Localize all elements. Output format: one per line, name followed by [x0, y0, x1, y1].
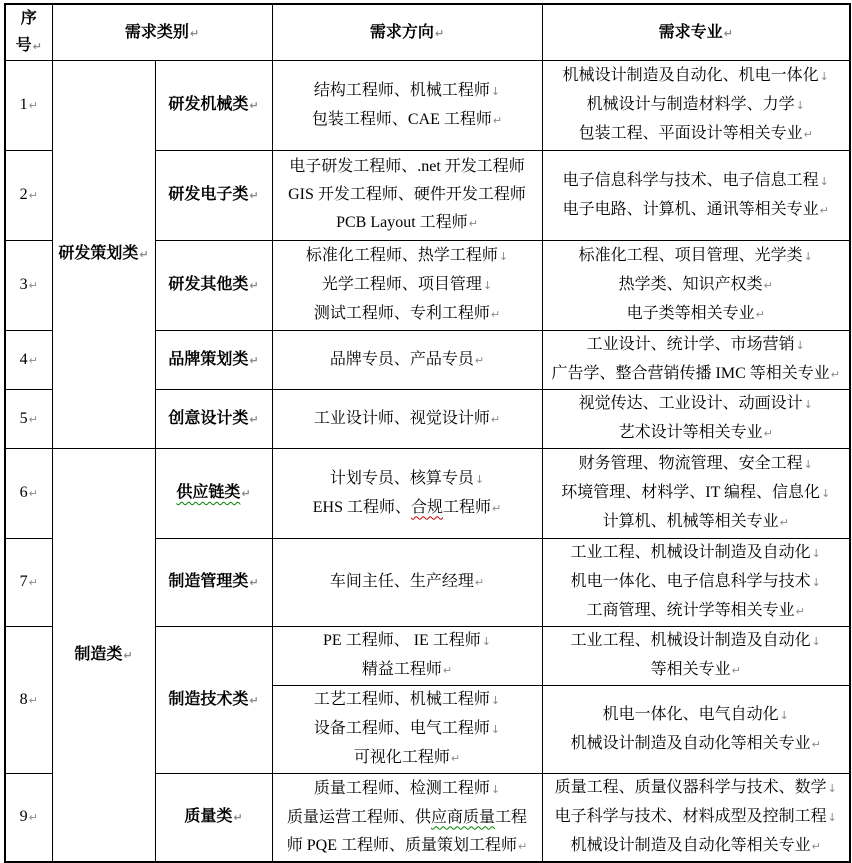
paragraph-mark-icon: ↵ — [28, 576, 38, 589]
text-line: 工业设计师、视觉设计师↵ — [313, 409, 501, 427]
text-line: 标准化工程、项目管理、光学类↓ — [578, 247, 813, 264]
paragraph-mark-icon: ↵ — [830, 368, 840, 381]
subcategory-cell — [155, 331, 272, 390]
paragraph-mark-icon: ↵ — [731, 664, 741, 677]
paragraph-mark-icon: ↵ — [249, 412, 259, 426]
paragraph-mark-icon: ↵ — [28, 279, 38, 292]
paragraph-mark-icon: ↵ — [763, 427, 773, 440]
paragraph-mark-icon: ↵ — [492, 113, 503, 127]
text-line: 测试工程师、专利工程师↵ — [313, 305, 501, 322]
table-row — [5, 61, 850, 151]
line-break-mark-icon: ↓ — [811, 576, 821, 589]
text-line: 工业工程、机械设计制造及自动化↓ — [570, 632, 821, 649]
line-break-mark-icon: ↓ — [474, 472, 485, 486]
line-break-mark-icon: ↓ — [819, 174, 829, 188]
major-cell — [542, 774, 850, 863]
paragraph-mark-icon: ↵ — [490, 412, 501, 426]
paragraph-mark-icon: ↵ — [249, 99, 259, 112]
spellcheck-underlined-text: 供应链类 — [176, 484, 241, 501]
row-number-cell — [5, 331, 52, 390]
paragraph-mark-icon: ↵ — [123, 648, 133, 662]
line-break-mark-icon: ↓ — [821, 487, 831, 500]
spellcheck-underlined-text: 应商质量 — [431, 808, 496, 826]
line-break-mark-icon: ↓ — [795, 99, 805, 112]
line-break-mark-icon: ↓ — [490, 782, 501, 796]
paragraph-mark-icon: ↵ — [450, 752, 461, 765]
text-line: 研发电子类↵ — [168, 186, 259, 203]
recruitment-demand-table — [4, 3, 851, 863]
paragraph-mark-icon: ↵ — [249, 279, 259, 292]
row-number-cell — [5, 390, 52, 449]
subcategory-cell — [155, 539, 272, 627]
paragraph-mark-icon: ↵ — [434, 26, 445, 40]
text-line: 制造技术类↵ — [168, 690, 259, 708]
line-break-mark-icon: ↓ — [498, 250, 509, 263]
paragraph-mark-icon: ↵ — [28, 99, 38, 112]
paragraph-mark-icon: ↵ — [811, 840, 821, 853]
major-cell — [542, 61, 850, 151]
text-line: 标准化工程师、热学工程师↓ — [305, 247, 509, 264]
line-break-mark-icon: ↓ — [779, 708, 789, 722]
text-line: 车间主任、生产经理↵ — [329, 573, 485, 590]
text-line: 研发其他类↵ — [168, 276, 259, 293]
text-line: 6↵ — [19, 484, 38, 501]
table-row — [5, 449, 850, 539]
text-line: 序 — [20, 10, 37, 27]
paragraph-mark-icon: ↵ — [28, 693, 38, 707]
direction-cell — [272, 686, 542, 774]
text-line: 品牌专员、产品专员↵ — [329, 350, 485, 368]
text-line: 等相关专业↵ — [650, 661, 741, 678]
text-line: 电子信息科学与技术、电子信息工程↓ — [562, 171, 829, 189]
text-line: 质量工程、质量仪器科学与技术、数学↓ — [554, 779, 837, 796]
line-break-mark-icon: ↓ — [819, 70, 829, 83]
text-line: 制造管理类↵ — [168, 573, 259, 590]
text-line: 研发策划类↵ — [58, 245, 149, 262]
paragraph-mark-icon: ↵ — [474, 576, 485, 589]
paragraph-mark-icon: ↵ — [28, 412, 38, 426]
header-row — [5, 4, 850, 61]
text-line: 工业设计、统计学、市场营销↓ — [586, 336, 805, 353]
paragraph-mark-icon: ↵ — [795, 605, 805, 618]
text-line: 2↵ — [19, 186, 38, 203]
text-line: 研发机械类↵ — [168, 96, 259, 113]
text-line: 电子科学与技术、材料成型及控制工程↓ — [554, 808, 837, 825]
text-line: GIS 开发工程师、硬件开发工程师 — [288, 186, 526, 203]
major-cell — [542, 686, 850, 774]
paragraph-mark-icon: ↵ — [233, 811, 243, 824]
text-line: 品牌策划类↵ — [168, 350, 259, 368]
text-line: 广告学、整合营销传播 IMC 等相关专业↵ — [551, 365, 840, 382]
text-line: EHS 工程师、合规工程师↵ — [312, 498, 502, 516]
paragraph-mark-icon: ↵ — [811, 737, 821, 751]
text-line: 热学类、知识产权类↵ — [618, 276, 773, 293]
paragraph-mark-icon: ↵ — [492, 501, 502, 515]
paragraph-mark-icon: ↵ — [468, 217, 478, 230]
text-line: 制造类↵ — [74, 645, 133, 663]
spellcheck-underlined-text: 合规 — [411, 498, 444, 516]
text-line: 包装工程、平面设计等相关专业↵ — [578, 125, 813, 142]
paragraph-mark-icon: ↵ — [28, 189, 38, 202]
header-demand-major — [542, 4, 850, 61]
paragraph-mark-icon: ↵ — [249, 189, 259, 202]
header-serial-number — [5, 4, 52, 61]
paragraph-mark-icon: ↵ — [28, 353, 38, 367]
text-line: 质量运营工程师、供应商质量工程 — [286, 808, 528, 826]
paragraph-mark-icon: ↵ — [518, 839, 528, 853]
direction-cell — [272, 390, 542, 449]
paragraph-mark-icon: ↵ — [442, 664, 453, 677]
text-line: 可视化工程师↵ — [353, 749, 461, 766]
text-line: 8↵ — [19, 690, 38, 708]
row-number-cell — [5, 449, 52, 539]
text-line: 机械设计制造及自动化、机电一体化↓ — [562, 67, 829, 84]
line-break-mark-icon: ↓ — [481, 635, 492, 648]
header-demand-direction — [272, 4, 542, 61]
paragraph-mark-icon: ↵ — [249, 693, 259, 707]
line-break-mark-icon: ↓ — [811, 547, 821, 560]
paragraph-mark-icon: ↵ — [189, 26, 200, 40]
text-line: 4↵ — [19, 350, 38, 368]
text-line: 机械设计制造及自动化等相关专业↵ — [570, 734, 821, 752]
line-break-mark-icon: ↓ — [803, 250, 813, 263]
major-cell — [542, 390, 850, 449]
direction-cell — [272, 449, 542, 539]
text-line: 7↵ — [19, 573, 38, 590]
line-break-mark-icon: ↓ — [803, 458, 813, 471]
text-line: 工业工程、机械设计制造及自动化↓ — [570, 544, 821, 561]
text-line: 工艺工程师、机械工程师↓ — [313, 691, 501, 708]
subcategory-cell — [155, 241, 272, 331]
paragraph-mark-icon: ↵ — [763, 279, 773, 292]
paragraph-mark-icon: ↵ — [28, 811, 38, 824]
paragraph-mark-icon: ↵ — [779, 516, 789, 529]
row-number-cell — [5, 241, 52, 331]
category-cell-manufacturing — [52, 449, 155, 863]
text-line: PCB Layout 工程师↵ — [336, 214, 478, 231]
subcategory-cell — [155, 61, 272, 151]
text-line: 机电一体化、电气自动化↓ — [602, 705, 789, 723]
text-line: 视觉传达、工业设计、动画设计↓ — [578, 395, 813, 412]
line-break-mark-icon: ↓ — [482, 279, 493, 292]
paragraph-mark-icon: ↵ — [249, 576, 259, 589]
line-break-mark-icon: ↓ — [490, 694, 501, 707]
category-cell-rnd-planning — [52, 61, 155, 449]
text-line: 工商管理、统计学等相关专业↵ — [586, 602, 805, 619]
subcategory-cell — [155, 151, 272, 241]
direction-cell — [272, 151, 542, 241]
paragraph-mark-icon: ↵ — [241, 487, 251, 500]
major-cell — [542, 241, 850, 331]
subcategory-cell — [155, 390, 272, 449]
row-number-cell — [5, 539, 52, 627]
paragraph-mark-icon: ↵ — [32, 40, 42, 53]
text-line: PE 工程师、 IE 工程师↓ — [323, 632, 492, 649]
direction-cell — [272, 774, 542, 863]
line-break-mark-icon: ↓ — [803, 398, 813, 411]
line-break-mark-icon: ↓ — [827, 782, 837, 795]
major-cell — [542, 331, 850, 390]
text-line: 创意设计类↵ — [168, 409, 259, 427]
text-line: 师 PQE 工程师、质量策划工程师↵ — [286, 836, 528, 854]
text-line: 机械设计制造及自动化等相关专业↵ — [570, 837, 821, 854]
text-line: 9↵ — [19, 808, 38, 825]
line-break-mark-icon: ↓ — [811, 635, 821, 648]
text-line: 5↵ — [19, 409, 38, 427]
text-line: 财务管理、物流管理、安全工程↓ — [578, 455, 813, 472]
text-line: 电子类等相关专业↵ — [626, 305, 765, 322]
text-line: 需求类别↵ — [124, 23, 200, 41]
subcategory-cell — [155, 449, 272, 539]
subcategory-cell — [155, 774, 272, 863]
paragraph-mark-icon: ↵ — [249, 353, 259, 367]
paragraph-mark-icon: ↵ — [819, 203, 829, 217]
row-number-cell — [5, 61, 52, 151]
text-line: 电子研发工程师、.net 开发工程师 — [289, 158, 525, 175]
text-line: 质量类↵ — [184, 808, 243, 825]
paragraph-mark-icon: ↵ — [474, 353, 485, 367]
paragraph-mark-icon: ↵ — [490, 308, 501, 321]
major-cell — [542, 539, 850, 627]
major-cell — [542, 627, 850, 686]
paragraph-mark-icon: ↵ — [723, 26, 733, 40]
paragraph-mark-icon: ↵ — [28, 487, 38, 500]
row-number-cell — [5, 774, 52, 863]
text-line: 精益工程师↵ — [361, 661, 453, 678]
text-line: 需求专业↵ — [658, 23, 733, 41]
text-line: 3↵ — [19, 276, 38, 293]
paragraph-mark-icon: ↵ — [139, 248, 149, 261]
header-demand-category — [52, 4, 272, 61]
text-line: 环境管理、材料学、IT 编程、信息化↓ — [561, 484, 831, 501]
subcategory-cell — [155, 627, 272, 774]
text-line: 号↵ — [15, 37, 42, 54]
text-line: 计算机、机械等相关专业↵ — [602, 513, 789, 530]
line-break-mark-icon: ↓ — [490, 723, 501, 736]
paragraph-mark-icon: ↵ — [755, 308, 765, 321]
direction-cell — [272, 241, 542, 331]
text-line: 光学工程师、项目管理↓ — [321, 276, 493, 293]
text-line: 设备工程师、电气工程师↓ — [313, 720, 501, 737]
direction-cell — [272, 627, 542, 686]
major-cell — [542, 151, 850, 241]
text-line: 机械设计与制造材料学、力学↓ — [586, 96, 805, 113]
row-number-cell — [5, 151, 52, 241]
text-line: 需求方向↵ — [369, 23, 445, 41]
text-line: 结构工程师、机械工程师↓ — [313, 81, 501, 99]
row-number-cell — [5, 627, 52, 774]
line-break-mark-icon: ↓ — [827, 811, 837, 824]
direction-cell — [272, 61, 542, 151]
text-line: 计划专员、核算专员↓ — [329, 469, 485, 487]
text-line: 包装工程师、CAE 工程师↵ — [311, 110, 503, 128]
text-line: 电子电路、计算机、通讯等相关专业↵ — [562, 200, 829, 218]
text-line — [158, 479, 270, 508]
text-line: 机电一体化、电子信息科学与技术↓ — [570, 573, 821, 590]
line-break-mark-icon: ↓ — [795, 339, 805, 352]
direction-cell — [272, 539, 542, 627]
line-break-mark-icon: ↓ — [490, 84, 501, 98]
paragraph-mark-icon: ↵ — [803, 128, 813, 141]
text-line: 质量工程师、检测工程师↓ — [313, 779, 501, 797]
major-cell — [542, 449, 850, 539]
text-line: 艺术设计等相关专业↵ — [618, 424, 773, 441]
direction-cell — [272, 331, 542, 390]
text-line: 1↵ — [19, 96, 38, 113]
